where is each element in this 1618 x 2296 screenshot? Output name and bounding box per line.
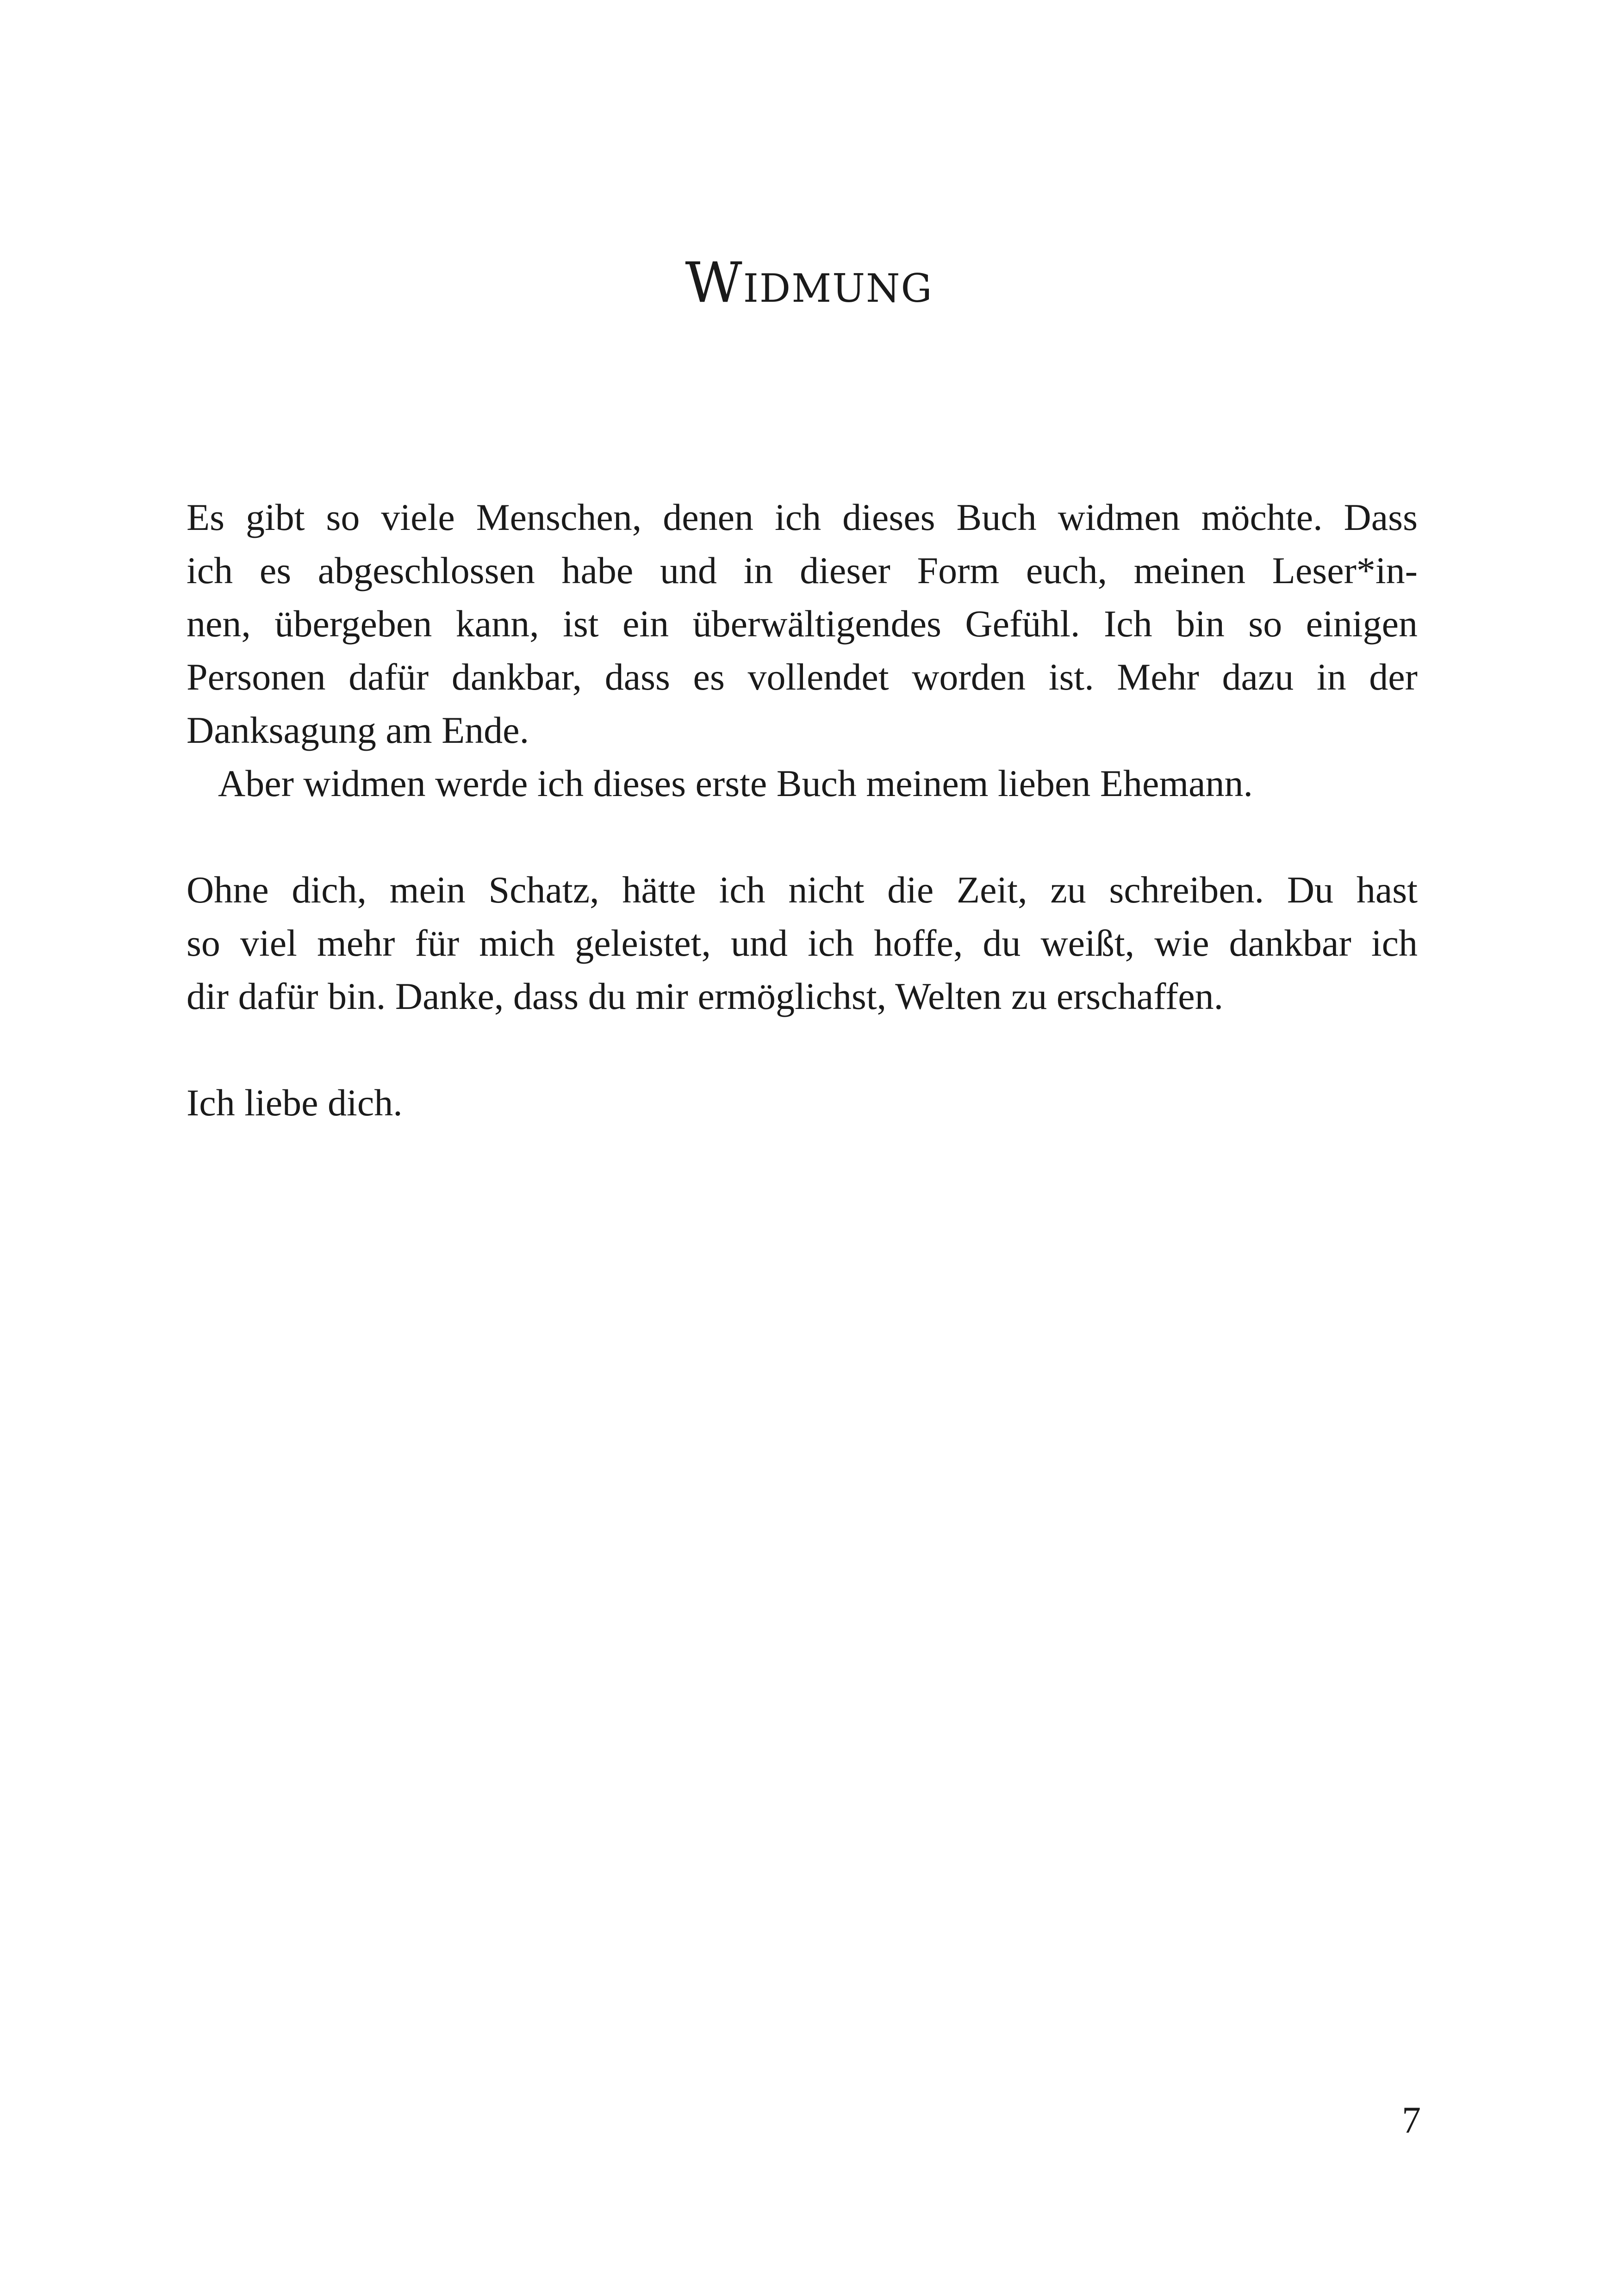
paragraph-to-husband bbox=[187, 863, 1418, 1023]
text-line: dir dafür bin. Danke, dass du mir ermöglichst, Welten zu erschaffen. bbox=[187, 975, 1224, 1017]
text-line: nen, übergeben kann, ist ein überwältigendes Gefühl. Ich bin so einigen bbox=[187, 603, 1418, 645]
text-line: Ohne dich, mein Schatz, hätte ich nicht die Zeit, zu schreiben. Du hast bbox=[187, 869, 1418, 911]
text-line: Es gibt so viele Menschen, denen ich dieses Buch widmen möchte. Dass bbox=[187, 496, 1418, 538]
text-line: Ich liebe dich. bbox=[187, 1082, 403, 1124]
page-title: Widmung bbox=[685, 251, 933, 315]
paragraph-spacer bbox=[187, 1023, 1418, 1076]
text-line: so viel mehr für mich geleistet, und ich hoffe, du weißt, wie dankbar ich bbox=[187, 922, 1418, 964]
text-line: ich es abgeschlossen habe und in dieser Form euch, meinen Leser*in- bbox=[187, 549, 1418, 591]
paragraph-closing bbox=[187, 1076, 1418, 1129]
page-number: 7 bbox=[1402, 2099, 1421, 2141]
paragraph-spacer bbox=[187, 810, 1418, 863]
paragraph-dedication bbox=[187, 757, 1418, 810]
text-line: Aber widmen werde ich dieses erste Buch meinem lieben Ehemann. bbox=[218, 762, 1253, 804]
dedication-text bbox=[187, 491, 1418, 1129]
text-line: Personen dafür dankbar, dass es vollendet worden ist. Mehr dazu in der bbox=[187, 656, 1418, 698]
paragraph-intro bbox=[187, 491, 1418, 757]
text-line: Danksagung am Ende. bbox=[187, 709, 529, 751]
